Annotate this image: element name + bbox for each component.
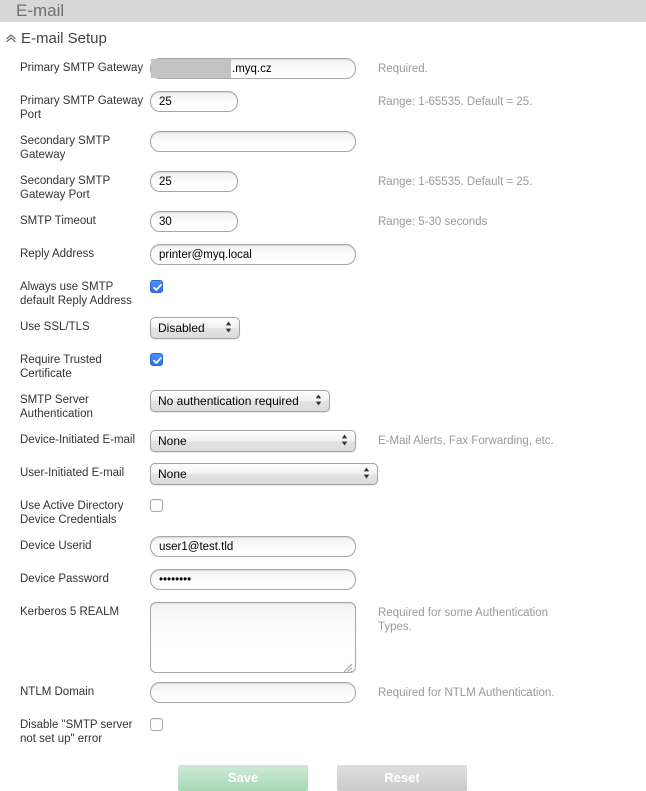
row-use-ssl-tls bbox=[0, 317, 646, 341]
hint-smtp-timeout: Range: 5-30 seconds bbox=[378, 216, 488, 228]
device-initiated-email-value: None bbox=[158, 434, 187, 448]
label-device-initiated-email: Device-Initiated E-mail bbox=[20, 434, 136, 446]
label-kerberos-realm: Kerberos 5 REALM bbox=[20, 606, 120, 618]
smtp-timeout-input[interactable]: 30 bbox=[150, 211, 238, 232]
save-button[interactable]: Save bbox=[178, 765, 308, 791]
smtp-server-authentication-select[interactable] bbox=[150, 390, 330, 412]
disable-smtp-error-checkbox[interactable] bbox=[150, 718, 163, 731]
redaction-block bbox=[151, 59, 231, 78]
label-smtp-timeout: SMTP Timeout bbox=[20, 215, 96, 227]
updown-arrows-icon bbox=[363, 466, 370, 483]
label-secondary-smtp-gateway-port: Secondary SMTP Gateway Port bbox=[20, 175, 110, 201]
require-trusted-certificate-checkbox[interactable] bbox=[150, 353, 163, 366]
row-device-password bbox=[0, 569, 646, 593]
row-always-use-default-reply bbox=[0, 277, 646, 308]
label-device-password: Device Password bbox=[20, 573, 109, 585]
row-device-initiated-email bbox=[0, 430, 646, 454]
row-secondary-smtp-gateway-port bbox=[0, 171, 646, 202]
label-disable-smtp-error: Disable "SMTP server not set up" error bbox=[20, 719, 133, 745]
label-reply-address: Reply Address bbox=[20, 248, 95, 260]
secondary-smtp-gateway-input[interactable] bbox=[150, 131, 356, 152]
label-secondary-smtp-gateway: Secondary SMTP Gateway bbox=[20, 135, 110, 161]
row-secondary-smtp-gateway bbox=[0, 131, 646, 162]
row-primary-smtp-gateway-port bbox=[0, 91, 646, 122]
email-setup-form bbox=[0, 49, 646, 791]
row-smtp-server-authentication bbox=[0, 390, 646, 421]
ntlm-domain-input[interactable] bbox=[150, 682, 356, 703]
checkmark-icon bbox=[152, 282, 163, 293]
chevron-double-up-icon[interactable] bbox=[4, 31, 18, 45]
row-require-trusted-certificate bbox=[0, 350, 646, 381]
label-ntlm-domain: NTLM Domain bbox=[20, 686, 95, 698]
use-ssl-tls-select[interactable] bbox=[150, 317, 240, 339]
use-ad-device-credentials-checkbox[interactable] bbox=[150, 499, 163, 512]
row-smtp-timeout bbox=[0, 211, 646, 235]
primary-smtp-gateway-input[interactable] bbox=[150, 58, 356, 79]
smtp-server-authentication-value: No authentication required bbox=[158, 394, 299, 408]
label-device-userid: Device Userid bbox=[20, 540, 92, 552]
label-user-initiated-email: User-Initiated E-mail bbox=[20, 467, 125, 479]
resize-grip-icon[interactable] bbox=[343, 660, 353, 670]
label-smtp-server-authentication: SMTP Server Authentication bbox=[20, 394, 93, 420]
hint-device-initiated-email: E-Mail Alerts, Fax Forwarding, etc. bbox=[378, 435, 554, 447]
hint-primary-smtp-gateway: Required. bbox=[378, 63, 428, 75]
form-actions bbox=[0, 765, 646, 791]
row-kerberos-realm bbox=[0, 602, 646, 673]
primary-smtp-gateway-port-input[interactable]: 25 bbox=[150, 91, 238, 112]
always-use-default-reply-checkbox[interactable] bbox=[150, 280, 163, 293]
user-initiated-email-value: None bbox=[158, 467, 187, 481]
reset-button[interactable]: Reset bbox=[337, 765, 467, 791]
hint-primary-smtp-gateway-port: Range: 1-65535. Default = 25. bbox=[378, 96, 533, 108]
device-password-input[interactable]: •••••••• bbox=[150, 569, 356, 590]
row-primary-smtp-gateway bbox=[0, 58, 646, 82]
page-header bbox=[0, 0, 646, 22]
label-use-ad-device-credentials: Use Active Directory Device Credentials bbox=[20, 500, 124, 526]
page-title: E-mail bbox=[16, 0, 65, 20]
updown-arrows-icon bbox=[225, 320, 232, 337]
row-ntlm-domain bbox=[0, 682, 646, 706]
label-use-ssl-tls: Use SSL/TLS bbox=[20, 321, 90, 333]
kerberos-realm-textarea[interactable] bbox=[150, 602, 356, 673]
secondary-smtp-gateway-port-input[interactable]: 25 bbox=[150, 171, 238, 192]
primary-smtp-gateway-value: .myq.cz bbox=[232, 62, 272, 75]
updown-arrows-icon bbox=[315, 393, 322, 410]
label-always-use-default-reply: Always use SMTP default Reply Address bbox=[20, 281, 132, 307]
row-use-ad-device-credentials bbox=[0, 496, 646, 527]
hint-kerberos-realm: Required for some Authentication Types. bbox=[378, 607, 549, 633]
device-userid-input[interactable]: user1@test.tld bbox=[150, 536, 356, 557]
user-initiated-email-select[interactable] bbox=[150, 463, 378, 485]
updown-arrows-icon bbox=[341, 433, 348, 450]
reply-address-input[interactable]: printer@myq.local bbox=[150, 244, 356, 265]
row-disable-smtp-error bbox=[0, 715, 646, 746]
row-device-userid bbox=[0, 536, 646, 560]
label-primary-smtp-gateway-port: Primary SMTP Gateway Port bbox=[20, 95, 144, 121]
label-require-trusted-certificate: Require Trusted Certificate bbox=[20, 354, 102, 380]
use-ssl-tls-value: Disabled bbox=[158, 321, 205, 335]
label-primary-smtp-gateway: Primary SMTP Gateway bbox=[20, 62, 144, 74]
section-title: E-mail Setup bbox=[21, 29, 107, 47]
section-header-email-setup[interactable] bbox=[0, 22, 646, 49]
device-initiated-email-select[interactable] bbox=[150, 430, 356, 452]
row-reply-address bbox=[0, 244, 646, 268]
hint-secondary-smtp-gateway-port: Range: 1-65535. Default = 25. bbox=[378, 176, 533, 188]
row-user-initiated-email bbox=[0, 463, 646, 487]
checkmark-icon bbox=[152, 355, 163, 366]
hint-ntlm-domain: Required for NTLM Authentication. bbox=[378, 687, 555, 699]
